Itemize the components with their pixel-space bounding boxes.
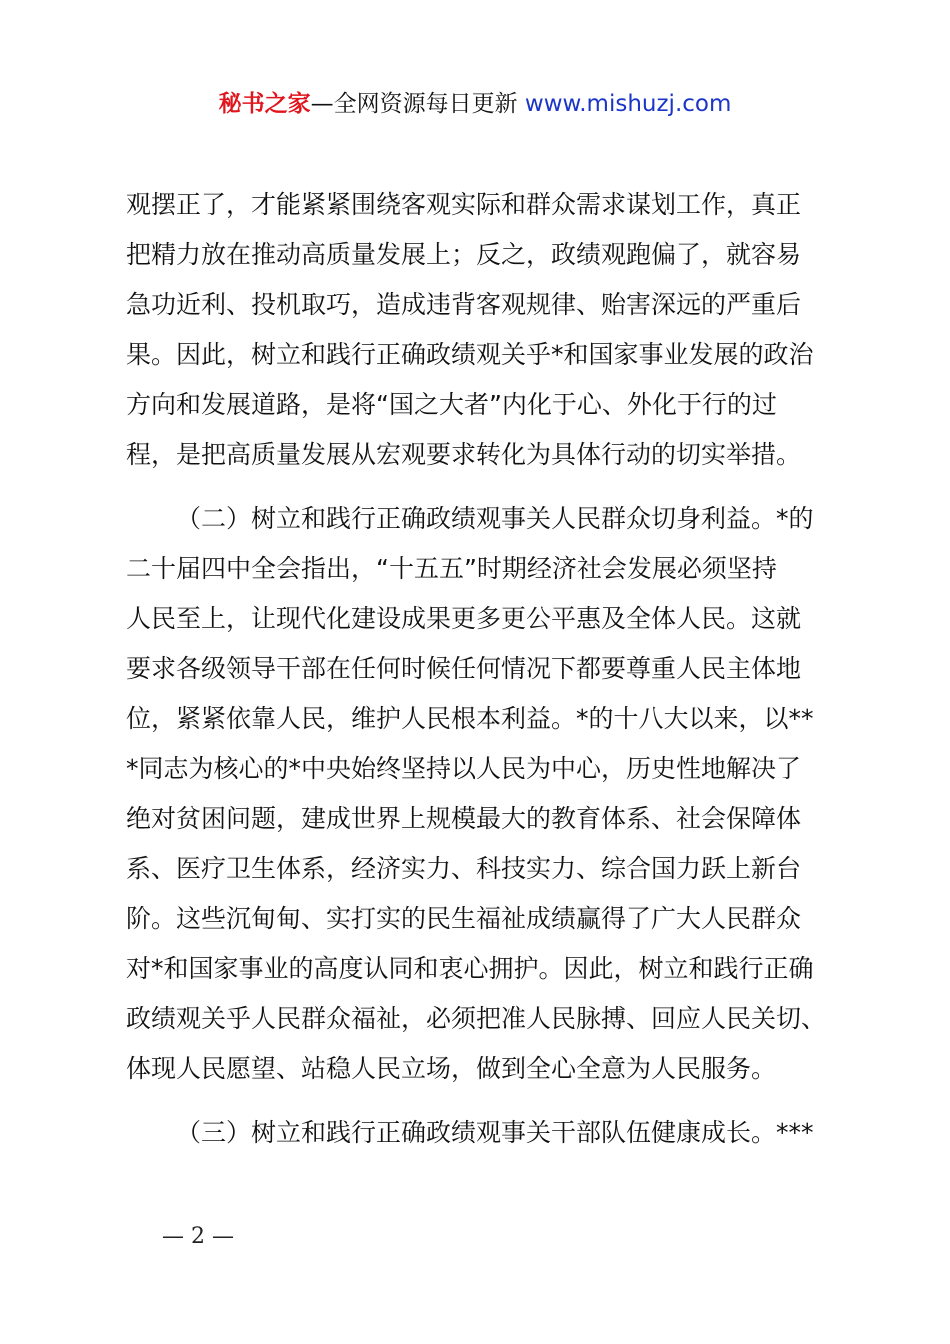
document-body xyxy=(126,180,846,1158)
text-line: 果。因此，树立和践行正确政绩观关乎*和国家事业发展的政治 xyxy=(126,340,814,369)
paragraph xyxy=(126,494,846,1094)
paragraph-gap xyxy=(126,1094,846,1108)
text-line: *同志为核心的*中央始终坚持以人民为中心，历史性地解决了 xyxy=(126,754,802,783)
header-slogan: —全网资源每日更新 xyxy=(310,91,518,117)
text-line: 体现人民愿望、站稳人民立场，做到全心全意为人民服务。 xyxy=(126,1054,777,1083)
page-number: — 2 — xyxy=(162,1224,234,1249)
paragraph-gap xyxy=(126,480,846,494)
paragraph xyxy=(126,1108,846,1158)
text-line: 程，是把高质量发展从宏观要求转化为具体行动的切实举措。 xyxy=(126,440,802,469)
text-line: 绝对贫困问题，建成世界上规模最大的教育体系、社会保障体 xyxy=(126,804,802,833)
text-line: 二十届四中全会指出，“十五五”时期经济社会发展必须坚持 xyxy=(126,554,777,583)
text-line: 观摆正了，才能紧紧围绕客观实际和群众需求谋划工作，真正 xyxy=(126,190,802,219)
text-line: 急功近利、投机取巧，造成违背客观规律、贻害深远的严重后 xyxy=(126,290,802,319)
text-line: 对*和国家事业的高度认同和衷心拥护。因此，树立和践行正确 xyxy=(126,954,814,983)
text-line: （二）树立和践行正确政绩观事关人民群众切身利益。*的 xyxy=(176,504,814,533)
text-line: 阶。这些沉甸甸、实打实的民生福祉成绩赢得了广大人民群众 xyxy=(126,904,802,933)
text-line: 人民至上，让现代化建设成果更多更公平惠及全体人民。这就 xyxy=(126,604,802,633)
text-line: 位，紧紧依靠人民，维护人民根本利益。*的十八大以来，以** xyxy=(126,704,814,733)
header-url-link[interactable]: www.mishuzj.com xyxy=(524,91,732,117)
text-line: 把精力放在推动高质量发展上；反之，政绩观跑偏了，就容易 xyxy=(126,240,802,269)
text-line: 系、医疗卫生体系，经济实力、科技实力、综合国力跃上新台 xyxy=(126,854,802,883)
brand-name: 秘书之家 xyxy=(218,91,311,117)
paragraph xyxy=(126,180,846,480)
watermark-header xyxy=(0,88,950,120)
text-line: 政绩观关乎人民群众福祉，必须把准人民脉搏、回应人民关切、 xyxy=(126,1004,827,1033)
text-line: 要求各级领导干部在任何时候任何情况下都要尊重人民主体地 xyxy=(126,654,802,683)
text-line: 方向和发展道路，是将“国之大者”内化于心、外化于行的过 xyxy=(126,390,777,419)
text-line: （三）树立和践行正确政绩观事关干部队伍健康成长。*** xyxy=(176,1118,814,1147)
